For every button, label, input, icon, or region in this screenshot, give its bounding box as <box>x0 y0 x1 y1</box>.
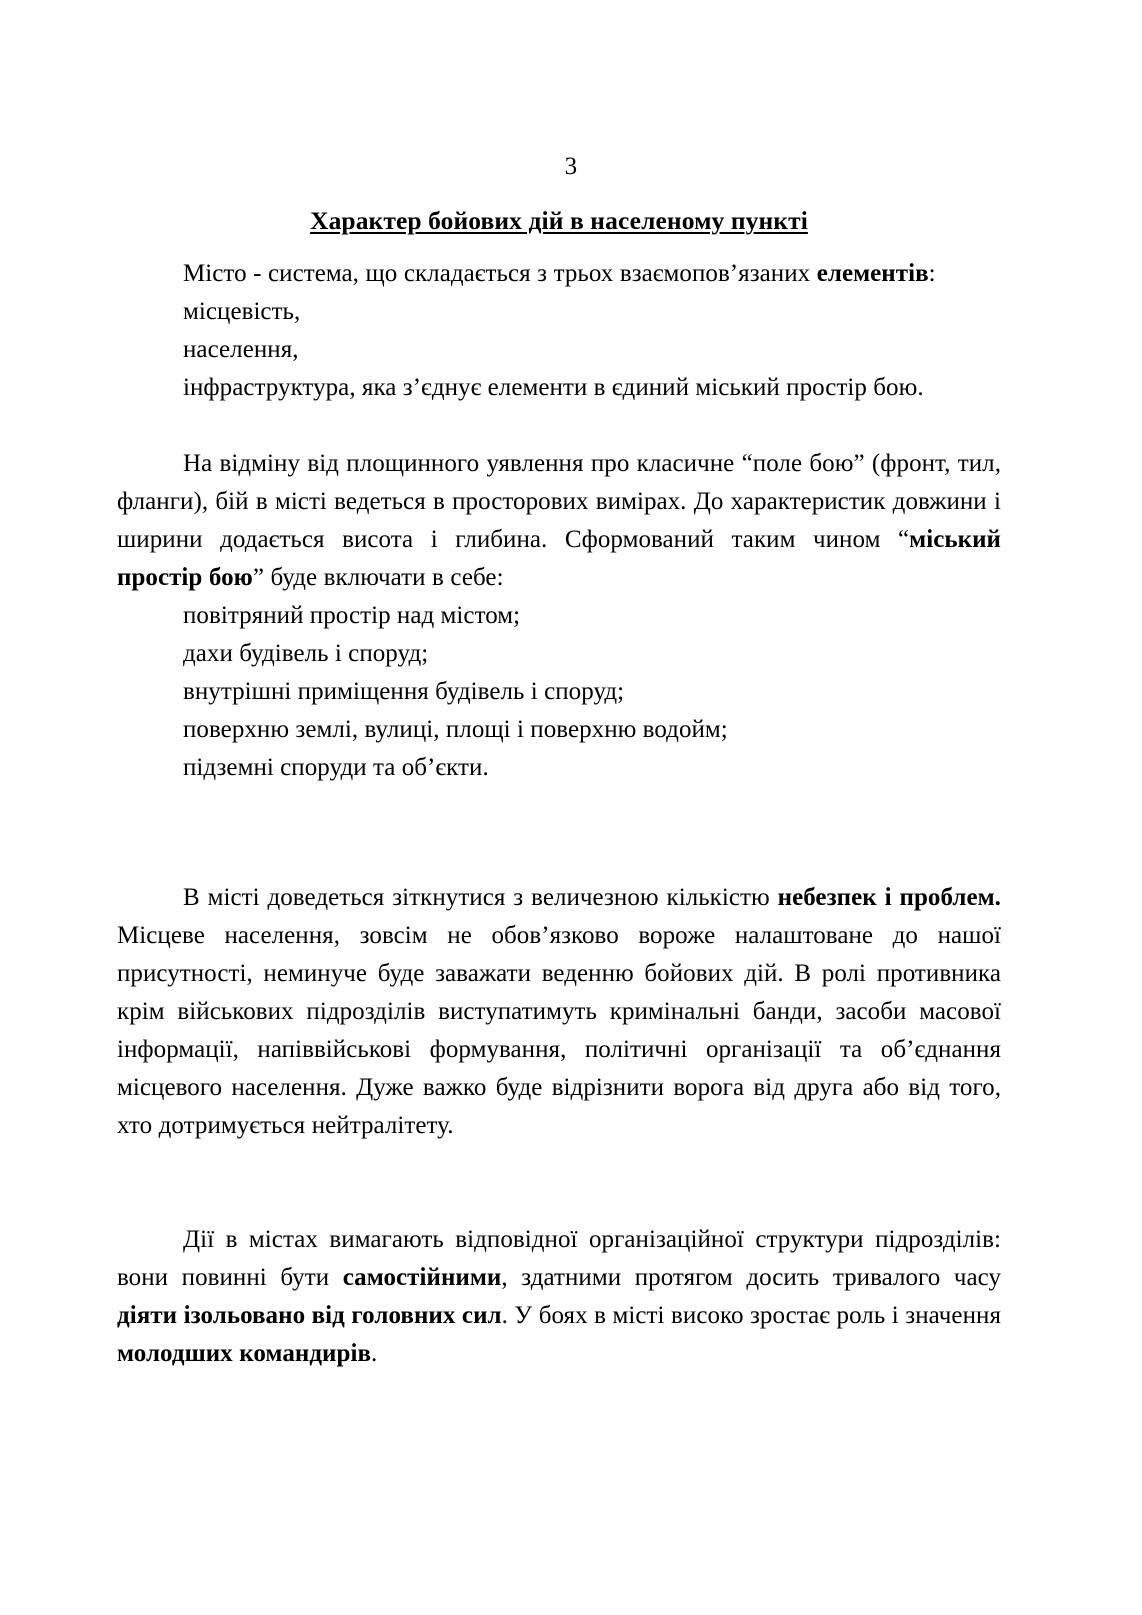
paragraph-2-emphasis-1: міський простір бою <box>117 526 1001 591</box>
paragraph-3-emphasis-1: небезпек і проблем. <box>777 884 1001 911</box>
spacer <box>117 407 1001 445</box>
list-city-elements <box>117 293 1001 407</box>
list-item: місцевість, <box>183 298 301 325</box>
page-title <box>117 205 1001 237</box>
paragraph-3-part-2: Місцеве населення, зовсім не обов’язково вороже налаштоване до нашої присутності, неминуче буде заважати веденню бойових дій. В ролі противника крім військових підрозділів виступатимуть кримінальні банди, засоби масової інформації, напіввійськові формування, політичні організації та об’єднання місцевого населення. Дуже важко буде відрізнити ворога від друга або від того, хто дотримується нейтралітету. <box>117 922 1001 1139</box>
paragraph-4-emphasis-1: самостійними <box>342 1264 502 1291</box>
paragraph-3-part-1: В місті доведеться зіткнутися з величезною кількістю <box>183 884 778 911</box>
page-title-text: Характер бойових дій в населеному пункті <box>310 206 808 235</box>
paragraph-1 <box>117 255 1001 293</box>
document-body <box>117 255 1001 1373</box>
list-item: підземні споруди та об’єкти. <box>183 754 489 781</box>
paragraph-2 <box>117 445 1001 597</box>
list-item: внутрішні приміщення будівель і споруд; <box>183 678 625 705</box>
paragraph-4 <box>117 1221 1001 1373</box>
spacer <box>117 1145 1001 1221</box>
paragraph-1-emphasis-1: елементів <box>816 260 929 287</box>
list-item: повітряний простір над містом; <box>183 602 521 629</box>
paragraph-2-part-1: На відміну від площинного уявлення про класичне “поле бою” (фронт, тил, фланги), бій в місті ведеться в просторових вимірах. До характеристик довжини і ширини додається висота і глибина. Сформований таким чином “ <box>117 450 1001 553</box>
page-number: 3 <box>564 153 578 180</box>
list-item: інфраструктура, яка з’єднує елементи в єдиний міський простір бою. <box>183 374 924 401</box>
paragraph-1-part-2: : <box>928 260 936 287</box>
paragraph-4-part-1: Дії в містах вимагають відповідної організаційної структури підрозділів: вони повинні бути <box>117 1226 1001 1291</box>
paragraph-3 <box>117 879 1001 1145</box>
paragraph-4-part-3: . У боях в місті високо зростає роль і значення <box>501 1302 1001 1329</box>
spacer <box>117 787 1001 879</box>
paragraph-4-emphasis-3: молодших командирів <box>117 1340 371 1367</box>
list-item: поверхню землі, вулиці, площі і поверхню водойм; <box>183 716 728 743</box>
list-item: дахи будівель і споруд; <box>183 640 429 667</box>
paragraph-4-part-2: , здатними протягом досить тривалого часу <box>501 1264 1002 1291</box>
list-urban-battlespace <box>117 597 1001 787</box>
list-item: населення, <box>183 336 299 363</box>
paragraph-4-part-4: . <box>371 1340 378 1367</box>
paragraph-4-emphasis-2: діяти ізольовано від головних сил <box>117 1302 502 1329</box>
paragraph-2-part-2: ” буде включати в себе: <box>252 564 504 591</box>
paragraph-1-part-1: Місто - система, що складається з трьох взаємопов’язаних <box>183 260 817 287</box>
